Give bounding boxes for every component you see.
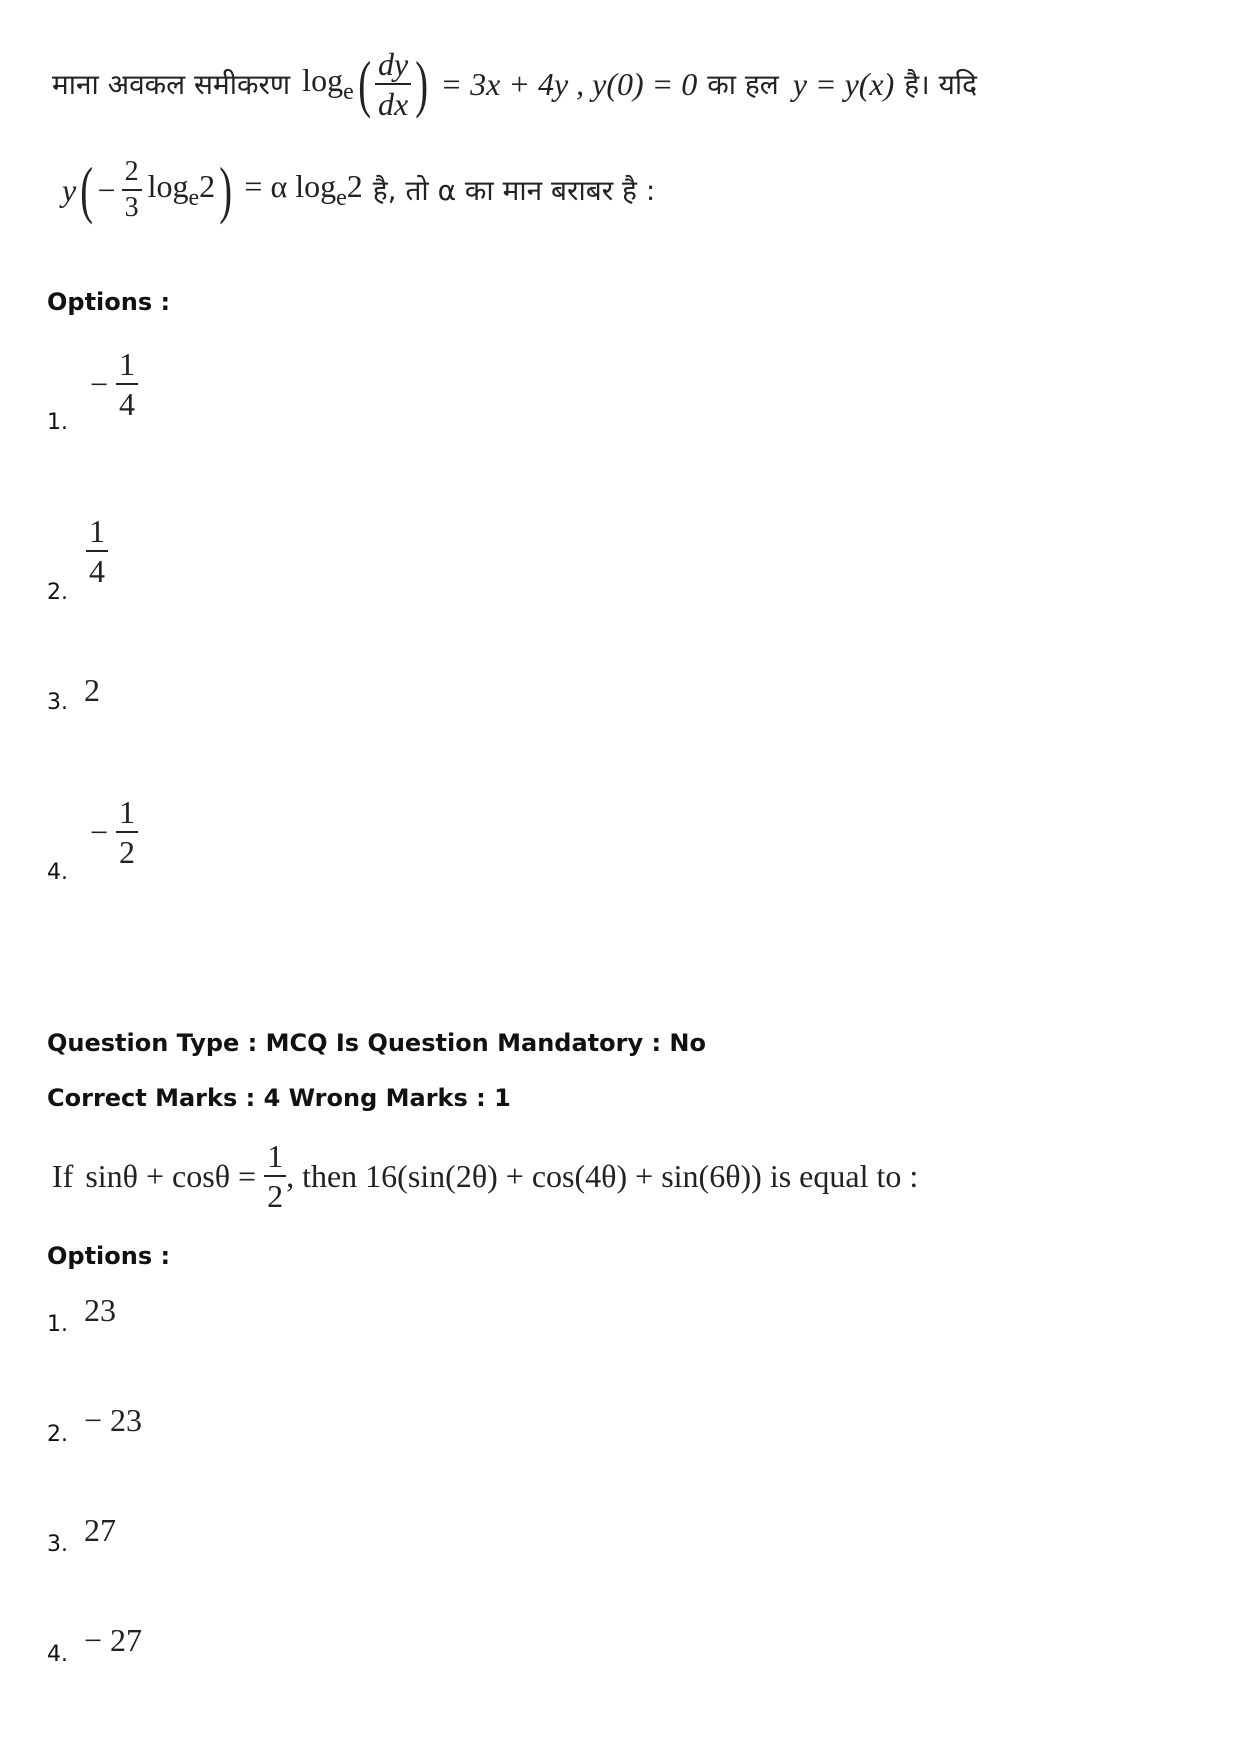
q2-option-1-number: 1.	[47, 1312, 68, 1337]
q2-options-label: Options :	[47, 1242, 171, 1270]
q1-y: y	[62, 171, 77, 208]
q2-rest: , then 16(sin(2θ) + cos(4θ) + sin(6θ)) is equal to :	[286, 1157, 919, 1194]
q1-option-1-number: 1.	[47, 410, 68, 435]
q1-option-1-value[interactable]: − $\frac{1}{4}$	[90, 348, 138, 420]
q1-option-4-value[interactable]: − $\frac{1}{2}$	[90, 796, 138, 868]
q1-ka-hal-text: का हल	[707, 68, 779, 101]
q1-option-2-value[interactable]: $\frac{1}{4}$	[86, 515, 108, 587]
q1-alpha-log: = α $\log_e2$	[244, 168, 363, 211]
q2-option-1-value[interactable]: 23	[84, 1292, 116, 1328]
q1-statement-line2: y ( − $\frac{2}{3}$ $\log_e2$ ) = α $\log_e2$ है, तो α का मान बराबर है :	[62, 154, 656, 225]
q1-option-3-number: 3.	[47, 690, 68, 715]
q2-question-type: Question Type : MCQ Is Question Mandatory : No	[47, 1029, 706, 1057]
q2-option-3-number: 3.	[47, 1532, 68, 1557]
q1-rhs: = 3x + 4y , y(0) = 0	[440, 65, 698, 102]
q1-option-3-value[interactable]: 2	[84, 672, 100, 708]
q2-option-2-number: 2.	[47, 1422, 68, 1447]
q2-half-fraction: $\frac{1}{2}$	[264, 1140, 286, 1212]
q2-statement	[52, 1140, 918, 1212]
q1-options-label: Options :	[47, 288, 171, 316]
q2-marks: Correct Marks : 4 Wrong Marks : 1	[47, 1084, 511, 1112]
q1-log2: $\log_e2$	[147, 168, 216, 211]
q1-suffix-text: है। यदि	[904, 68, 978, 101]
q2-option-3-value[interactable]: 27	[84, 1512, 116, 1548]
q1-option-4-number: 4.	[47, 860, 68, 885]
q2-option-2-value[interactable]: − 23	[84, 1402, 143, 1438]
q1-question-suffix: है, तो α का मान बराबर है :	[372, 174, 656, 207]
q2-option-4-number: 4.	[47, 1642, 68, 1667]
q1-minus: −	[97, 171, 116, 208]
q2-option-4-value[interactable]: − 27	[84, 1622, 143, 1658]
q1-prefix-text: माना अवकल समीकरण	[52, 68, 291, 101]
q1-statement-line1: माना अवकल समीकरण $\log_e$ ( $\frac{dy}{dx}$ ) = 3x + 4y , y(0) = 0 का हल y = y(x) है। यदि	[52, 46, 978, 122]
q2-if: If	[52, 1157, 74, 1194]
q1-log: $\log_e$	[302, 62, 354, 105]
q1-two-thirds-fraction: $\frac{2}{3}$	[122, 158, 142, 222]
q1-derivative-fraction: $\frac{dy}{dx}$	[375, 48, 411, 120]
q1-solution: y = y(x)	[792, 65, 895, 102]
q2-lhs: sinθ + cosθ =	[85, 1157, 257, 1194]
q1-option-2-number: 2.	[47, 580, 68, 605]
